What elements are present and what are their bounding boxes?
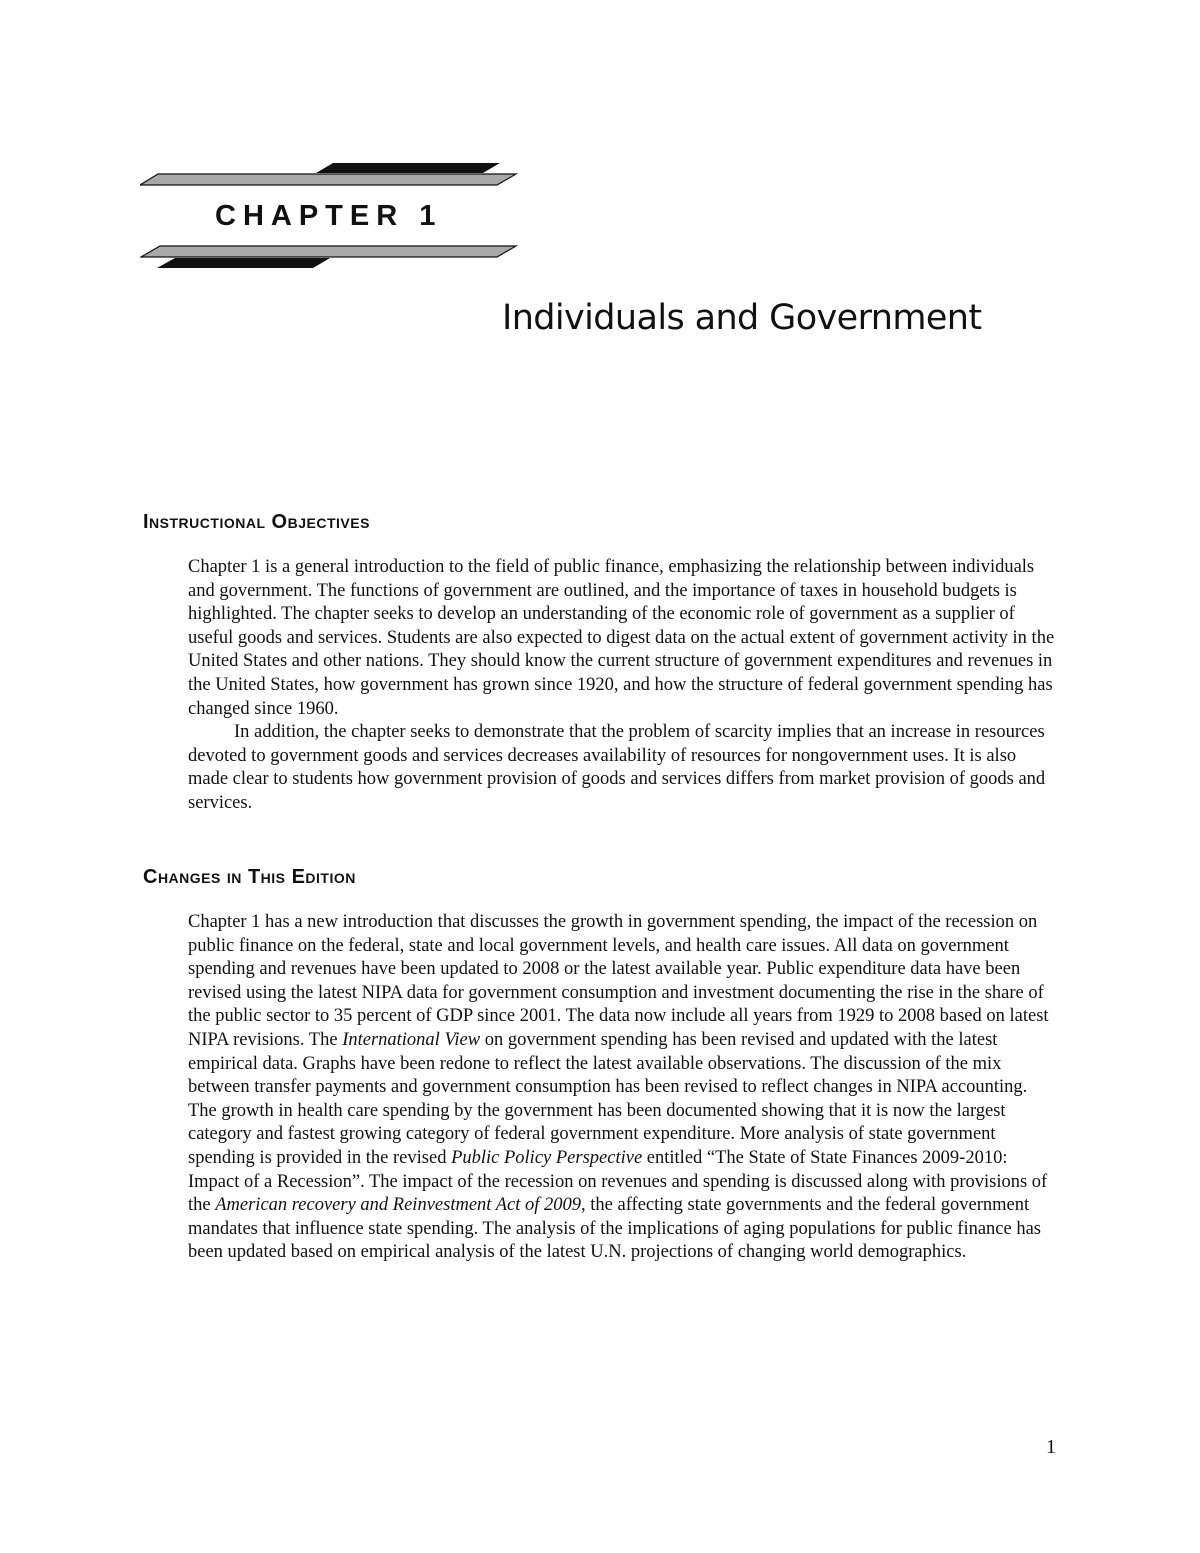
objectives-text [188,556,1058,816]
chapter-banner [140,160,520,272]
page-number: 1 [1046,1436,1056,1458]
changes-text [188,911,1058,1265]
section-heading-changes: Changes in This Edition [143,866,356,888]
text-run: , the affecting state governments and the federal government mandates that influence state spending. The analysis of the implications of aging populations for public finance has been updated based on empirical analysis of the latest U.N. projections of changing world demographics. [188,1195,1042,1263]
text-run: on government spending has been revised and updated with the latest empirical data. Graphs have been redone to reflect the latest available observations. The discussion of the mix between transfer payments and government consumption has been revised to reflect changes in NIPA accounting. The growth in health care spending by the government has been documented showing that it is now the largest category and fastest growing category of federal government expenditure. More analysis of state government spending is provided in the revised [188,1029,1028,1168]
italic-title-public-policy-perspective: Public Policy Perspective [451,1147,643,1168]
section-heading-objectives: Instructional Objectives [143,511,370,533]
chapter-title: Individuals and Government [502,298,982,338]
objectives-paragraph: In addition, the chapter seeks to demonstrate that the problem of scarcity implies that an increase in resources devoted to government goods and services decreases availability of resources for nongovernment uses. It is also made clear to students how government provision of goods and services differs from market provision of goods and services. [188,722,1046,813]
objectives-paragraph: Chapter 1 is a general introduction to the field of public finance, emphasizing the relationship between individuals and government. The functions of government are outlined, and the importance of taxes in household budgets is highlighted. The chapter seeks to develop an understanding of the economic role of government as a supplier of useful goods and services. Students are also expected to digest data on the actual extent of government activity in the United States and other nations. They should know the current structure of government expenditures and revenues in the United States, how government has grown since 1920, and how the structure of federal government spending has changed since 1960. [188,557,1055,719]
italic-title-international-view: International View [342,1029,481,1050]
italic-title-recovery-act: American recovery and Reinvestment Act of 2009 [215,1195,582,1216]
text-run: entitled “The State of State Finances 2009-2010: Impact of a Recession”. The impact of the recession on revenues and spending is discussed along with provisions of the [188,1147,1048,1216]
chapter-label: CHAPTER 1 [215,200,443,232]
text-run: Chapter 1 has a new introduction that discusses the growth in government spending, the impact of the recession on public finance on the federal, state and local government levels, and health care issues. All data on government spending and revenues have been updated to 2008 or the latest available year. Public expenditure data have been revised using the latest NIPA data for government consumption and investment documenting the rise in the share of the public sector to 35 percent of GDP since 2001. The data now include all years from 1929 to 2008 based on latest NIPA revisions. The [188,912,1049,1050]
changes-paragraph [188,911,1058,1265]
